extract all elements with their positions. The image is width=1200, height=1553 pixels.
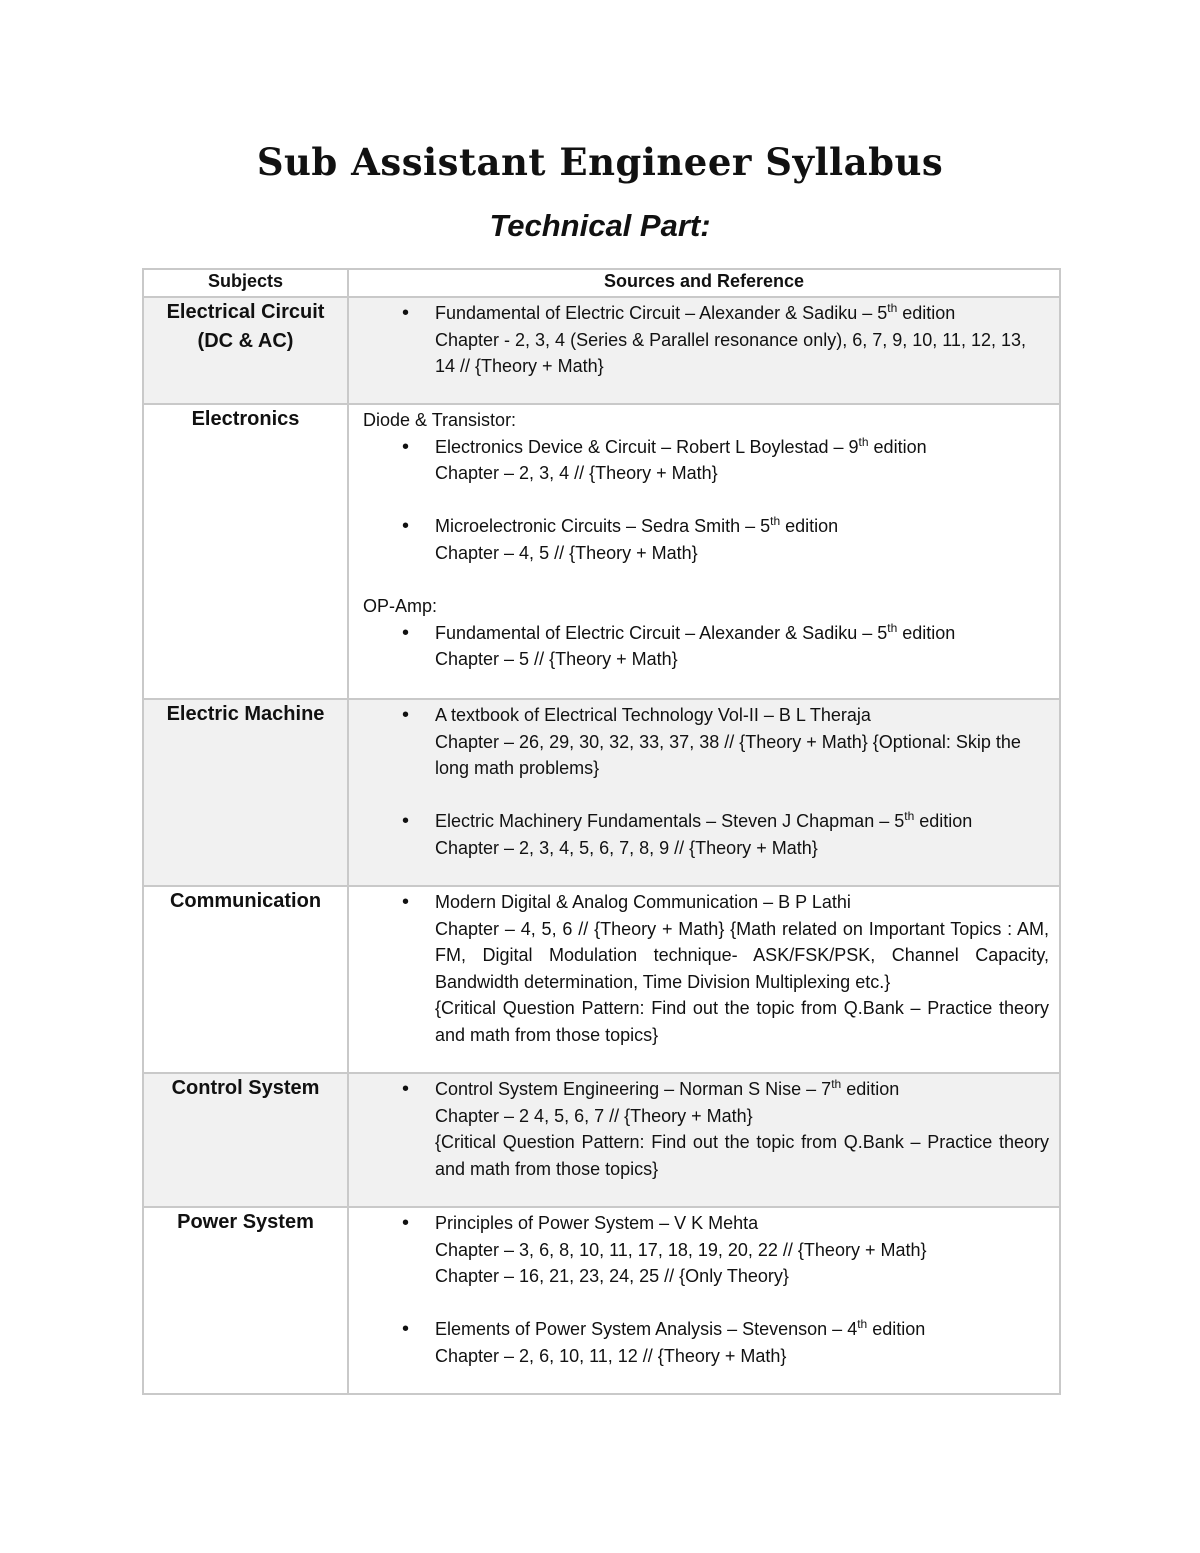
table-row — [143, 699, 1060, 886]
book-title-text: Microelectronic Circuits – Sedra Smith – 5 — [435, 516, 771, 537]
book-list — [359, 620, 1049, 673]
sources-cell — [348, 1073, 1060, 1207]
chapter-line: Chapter – 2, 6, 10, 11, 12 // {Theory + Math} — [435, 1345, 787, 1366]
spacer — [435, 487, 1049, 514]
book-title-text: Electronics Device & Circuit – Robert L Boylestad – 9 — [435, 436, 859, 457]
table-row — [143, 1073, 1060, 1207]
section-subtitle: Technical Part: — [489, 208, 711, 243]
book-title-text: Electric Machinery Fundamentals – Steven J Chapman – 5 — [435, 811, 905, 832]
sources-cell — [348, 886, 1060, 1073]
edition-superscript: th — [887, 301, 898, 315]
chapter-line: {Critical Question Pattern: Find out the topic from Q.Bank – Practice theory and math from those topics} — [435, 998, 1049, 1045]
book-title-text: A textbook of Electrical Technology Vol-II – B L Theraja — [435, 705, 871, 725]
chapter-line: Chapter – 26, 29, 30, 32, 33, 37, 38 // {Theory + Math} {Optional: Skip the long math problems} — [435, 731, 1021, 779]
book-title-text: Elements of Power System Analysis – Stevenson – 4 — [435, 1319, 858, 1340]
page-title: Sub Assistant Engineer Syllabus — [256, 140, 944, 184]
group-label: Diode & Transistor: — [363, 410, 517, 430]
edition-superscript: th — [887, 620, 898, 635]
book-title-text: Fundamental of Electric Circuit – Alexander & Sadiku – 5 — [435, 303, 888, 323]
sources-cell — [348, 297, 1060, 404]
sources-cell — [348, 1207, 1060, 1394]
subject-name: (DC & AC) — [197, 330, 294, 352]
book-title — [435, 1076, 1049, 1103]
table-row — [143, 886, 1060, 1073]
edition-suffix: edition — [897, 303, 956, 323]
book-item — [435, 1076, 1049, 1182]
sources-cell — [348, 404, 1060, 699]
book-list — [359, 889, 1049, 1049]
edition-suffix: edition — [868, 436, 927, 457]
book-item — [435, 513, 1049, 566]
book-item — [435, 889, 1049, 1049]
subject-name: Control System — [171, 1077, 320, 1099]
subject-cell — [143, 297, 348, 404]
edition-suffix: edition — [780, 516, 839, 537]
table-row — [143, 1207, 1060, 1394]
book-item — [435, 808, 1049, 861]
book-title — [435, 300, 1049, 327]
edition-superscript: th — [857, 1317, 868, 1332]
book-title — [435, 1210, 1049, 1237]
book-title — [435, 702, 1049, 729]
chapter-line: Chapter – 5 // {Theory + Math} — [435, 649, 678, 670]
book-list — [359, 702, 1049, 862]
subject-name: Communication — [169, 890, 322, 912]
edition-superscript: th — [831, 1077, 842, 1091]
chapter-line: Chapter – 4, 5 // {Theory + Math} — [435, 542, 698, 563]
book-title-text: Modern Digital & Analog Communication – B P Lathi — [435, 892, 851, 912]
subject-cell — [143, 404, 348, 699]
book-list — [359, 1210, 1049, 1370]
book-title — [435, 513, 1049, 540]
chapter-line: {Critical Question Pattern: Find out the topic from Q.Bank – Practice theory and math from those topics} — [435, 1132, 1049, 1179]
sources-cell — [348, 699, 1060, 886]
chapter-line: Chapter – 3, 6, 8, 10, 11, 17, 18, 19, 20, 22 // {Theory + Math} — [435, 1239, 927, 1260]
book-title — [435, 434, 1049, 461]
header-sources: Sources and Reference — [348, 269, 1060, 297]
book-item — [435, 300, 1049, 380]
chapter-line: Chapter - 2, 3, 4 (Series & Parallel resonance only), 6, 7, 9, 10, 11, 12, 13, 14 // {Theory + Math} — [435, 329, 1026, 377]
subject-name: Power System — [177, 1211, 314, 1233]
edition-superscript: th — [858, 434, 869, 449]
subject-name: Electric Machine — [166, 703, 325, 725]
chapter-line: Chapter – 2, 3, 4, 5, 6, 7, 8, 9 // {Theory + Math} — [435, 837, 818, 858]
book-item — [435, 702, 1049, 782]
book-item — [435, 620, 1049, 673]
book-list — [359, 300, 1049, 380]
subject-name: Electronics — [191, 408, 300, 430]
subject-cell — [143, 886, 348, 1073]
subject-cell — [143, 1207, 348, 1394]
edition-superscript: th — [770, 514, 781, 529]
chapter-line: Chapter – 2, 3, 4 // {Theory + Math} — [435, 463, 718, 484]
chapter-line: Chapter – 2 4, 5, 6, 7 // {Theory + Math} — [435, 1105, 753, 1126]
syllabus-body — [143, 297, 1060, 1394]
spacer — [359, 567, 1049, 594]
chapter-line: Chapter – 4, 5, 6 // {Theory + Math} {Math related on Important Topics : AM, FM, Digital Modulation technique- ASK/FSK/PSK, Channel Capacity, Bandwidth determination, Time Division Multiplexing etc.} — [435, 918, 1049, 992]
table-row — [143, 404, 1060, 699]
book-title — [435, 889, 1049, 916]
book-list — [359, 1076, 1049, 1182]
edition-suffix: edition — [897, 622, 956, 643]
book-title — [435, 808, 1049, 835]
table-row — [143, 297, 1060, 404]
syllabus-table — [142, 268, 1061, 1395]
book-item — [435, 434, 1049, 487]
edition-suffix: edition — [841, 1079, 900, 1099]
edition-suffix: edition — [867, 1319, 926, 1340]
book-list — [359, 434, 1049, 567]
book-title — [435, 1316, 1049, 1343]
book-title-text: Control System Engineering – Norman S Nise – 7 — [435, 1079, 832, 1099]
book-title-text: Fundamental of Electric Circuit – Alexander & Sadiku – 5 — [435, 622, 888, 643]
book-item — [435, 1210, 1049, 1290]
book-title-text: Principles of Power System – V K Mehta — [435, 1213, 759, 1233]
subject-cell — [143, 699, 348, 886]
group-label: OP-Amp: — [363, 596, 438, 617]
book-title — [435, 620, 1049, 647]
chapter-line: Chapter – 16, 21, 23, 24, 25 // {Only Theory} — [435, 1266, 789, 1287]
spacer — [435, 782, 1049, 809]
spacer — [435, 1290, 1049, 1317]
subject-cell — [143, 1073, 348, 1207]
subject-name: Electrical Circuit — [166, 301, 325, 323]
header-subjects: Subjects — [143, 269, 348, 297]
edition-suffix: edition — [914, 811, 973, 832]
edition-superscript: th — [904, 809, 915, 824]
table-header-row — [143, 269, 1060, 297]
book-item — [435, 1316, 1049, 1369]
